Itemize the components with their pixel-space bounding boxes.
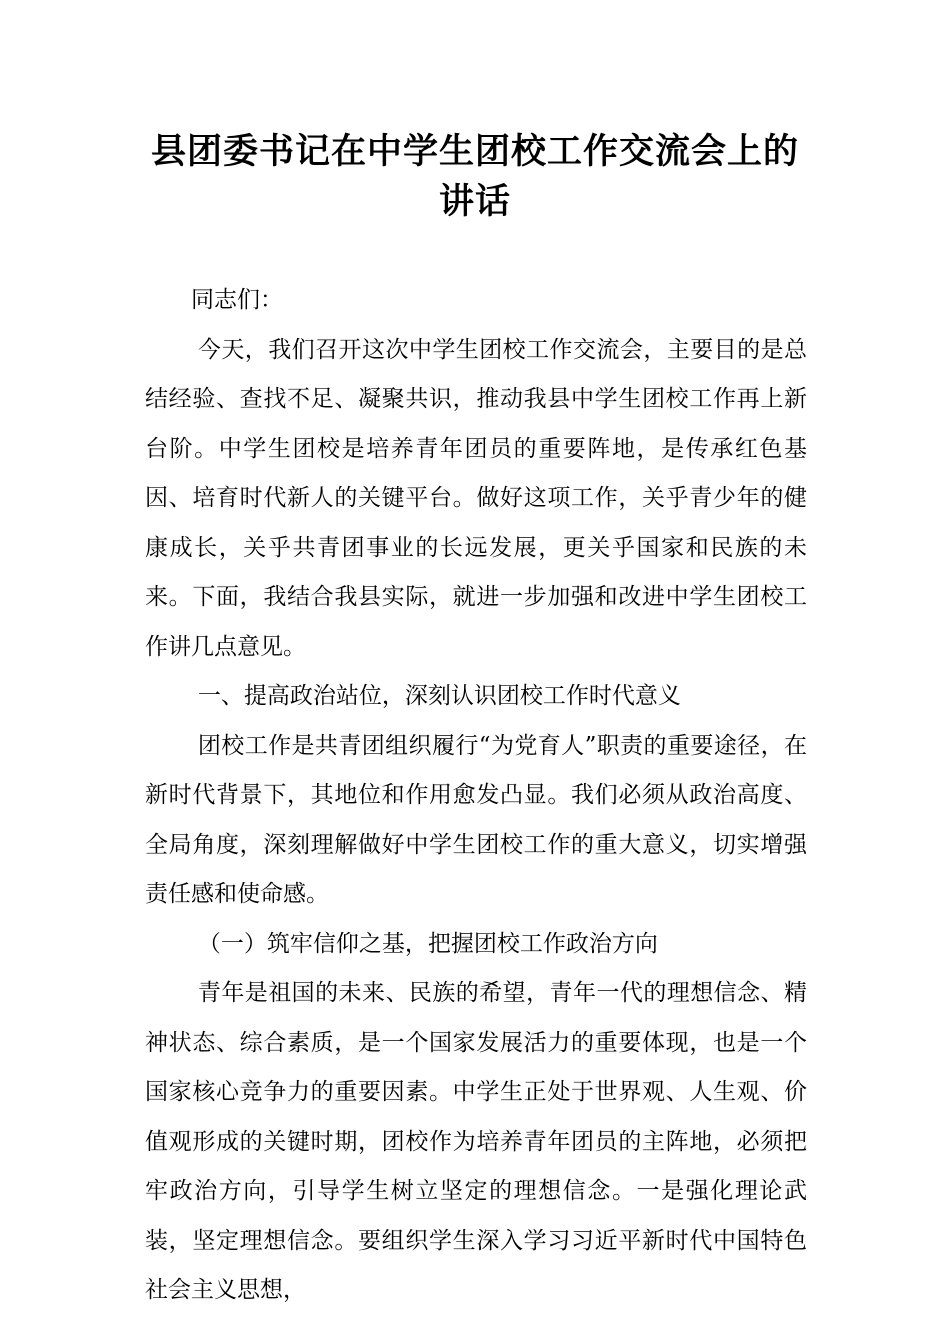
subsection-heading-1: （一）筑牢信仰之基，把握团校工作政治方向 [197, 930, 658, 957]
paragraph-subsection-1: 青年是祖国的未来、民族的希望，青年一代的理想信念、精神状态、综合素质，是一个国家发展活力的重要体现，也是一个国家核心竞争力的重要因素。中学生正处于世界观、人生观、价值观形成的关键时期，团校作为培养青年团员的主阵地，必须把牢政治方向，引导学生树立坚定的理想信念。一是强化理论武装，坚定理想信念。要组织学生深入学习习近平新时代中国特色社会主义思想， [145, 980, 807, 1303]
title-line-2: 讲话 [438, 182, 511, 222]
document-title [120, 127, 830, 227]
document-body [145, 276, 807, 1316]
paragraph-section-1: 团校工作是共青团组织履行“为党育人”职责的重要途径，在新时代背景下，其地位和作用愈发凸显。我们必须从政治高度、全局角度，深刻理解做好中学生团校工作的重大意义，切实增强责任感和使命感。 [145, 732, 807, 907]
title-line-1: 县团委书记在中学生团校工作交流会上的 [150, 132, 799, 172]
salutation: 同志们： [191, 287, 283, 313]
paragraph-intro: 今天，我们召开这次中学生团校工作交流会，主要目的是总结经验、查找不足、凝聚共识，推动我县中学生团校工作再上新台阶。中学生团校是培养青年团员的重要阵地，是传承红色基因、培育时代新人的关键平台。做好这项工作，关乎青少年的健康成长，关乎共青团事业的长远发展，更关乎国家和民族的未来。下面，我结合我县实际，就进一步加强和改进中学生团校工作讲几点意见。 [145, 336, 807, 660]
section-heading-1: 一、提高政治站位，深刻认识团校工作时代意义 [197, 683, 681, 709]
